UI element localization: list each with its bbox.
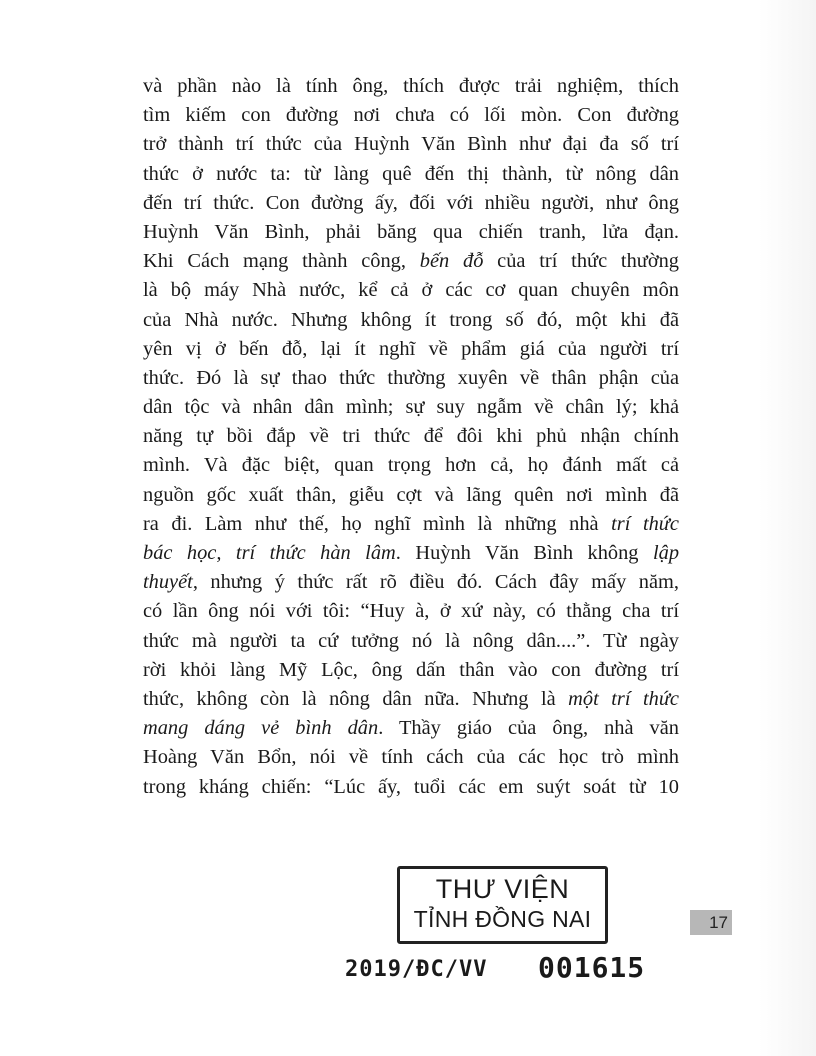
text-segment: . Huỳnh Văn Bình không <box>395 542 653 564</box>
text-line <box>143 364 679 393</box>
text-line <box>143 597 679 626</box>
text-segment: Khi Cách mạng thành công, <box>143 250 420 273</box>
body-text <box>143 72 679 802</box>
text-segment: thức. Đó là sự thao thức thường xuyên về thân phận của <box>143 366 679 389</box>
text-segment: có lần ông nói với tôi: “Huy à, ở xứ này, có thằng cha trí <box>143 600 679 623</box>
text-line <box>143 685 679 714</box>
italic-text: một trí thức <box>568 687 679 710</box>
text-line <box>143 773 679 802</box>
italic-text: trí thức <box>611 512 679 535</box>
text-segment: yên vị ở bến đỗ, lại ít nghĩ về phẩm giá của người trí <box>143 337 679 360</box>
text-line <box>143 568 679 597</box>
text-segment: dân tộc và nhân dân mình; sự suy ngẫm về chân lý; khả <box>143 396 679 419</box>
text-line <box>143 627 679 656</box>
text-segment: thức, không còn là nông dân nữa. Nhưng là <box>143 687 569 710</box>
text-line <box>143 247 679 276</box>
text-line <box>143 656 679 685</box>
text-line <box>143 218 679 247</box>
italic-text: mang dáng vẻ bình dân <box>143 717 379 740</box>
text-segment: của Nhà nước. Nhưng không ít trong số đó, một khi đã <box>143 308 679 331</box>
call-number: 2019/ĐC/VV <box>345 957 488 982</box>
text-segment: và phần nào là tính ông, thích được trải nghiệm, thích <box>143 75 679 97</box>
text-segment: tìm kiếm con đường nơi chưa có lối mòn. Con đường <box>143 104 679 127</box>
text-segment: Huỳnh Văn Bình, phải băng qua chiến tranh, lửa đạn. <box>143 220 679 243</box>
text-segment: là bộ máy Nhà nước, kể cả ở các cơ quan chuyên môn <box>143 279 679 302</box>
text-line <box>143 422 679 451</box>
text-segment: ra đi. Làm như thế, họ nghĩ mình là những nhà <box>143 512 612 535</box>
text-line <box>143 510 679 539</box>
stamp-province-label: TỈNH ĐỒNG NAI <box>413 906 592 932</box>
text-segment: của trí thức thường <box>483 250 680 273</box>
text-line <box>143 72 679 101</box>
text-segment: thức ở nước ta: từ làng quê đến thị thành, từ nông dân <box>143 162 679 185</box>
text-segment: mình. Và đặc biệt, quan trọng hơn cả, họ đánh mất cả <box>143 454 679 477</box>
text-segment: thức mà người ta cứ tưởng nó là nông dân....”. Từ ngày <box>143 629 679 652</box>
italic-text: bến đỗ <box>419 250 484 273</box>
text-segment: trở thành trí thức của Huỳnh Văn Bình như đại đa số trí <box>143 133 679 156</box>
text-segment: Hoàng Văn Bổn, nói về tính cách của các học trò mình <box>143 746 679 769</box>
accession-number: 001615 <box>538 951 646 984</box>
italic-text: lập <box>652 542 680 564</box>
text-segment: rời khỏi làng Mỹ Lộc, ông dấn thân vào con đường trí <box>143 658 679 681</box>
text-line <box>143 335 679 364</box>
text-segment: . Thầy giáo của ông, nhà văn <box>378 717 680 740</box>
text-segment: nguồn gốc xuất thân, giễu cợt và lãng quên nơi mình đã <box>143 483 679 506</box>
page-number: 17 <box>709 913 728 932</box>
text-line <box>143 130 679 159</box>
text-segment: , nhưng ý thức rất rõ điều đó. Cách đây mấy năm, <box>192 571 679 594</box>
text-line <box>143 451 679 480</box>
text-line <box>143 189 679 218</box>
text-segment: năng tự bồi đắp về tri thức để đôi khi phủ nhận chính <box>143 425 679 448</box>
stamp-library-label: THƯ VIỆN <box>435 874 570 904</box>
text-line <box>143 539 679 568</box>
library-stamp <box>397 866 608 944</box>
text-line <box>143 393 679 422</box>
text-line <box>143 714 679 743</box>
text-line <box>143 160 679 189</box>
text-segment: trong kháng chiến: “Lúc ấy, tuổi các em suýt soát từ 10 <box>143 775 679 798</box>
italic-text: bác học, trí thức hàn lâm <box>143 542 396 564</box>
text-line <box>143 276 679 305</box>
text-line <box>143 306 679 335</box>
text-line <box>143 743 679 772</box>
page-number-tab <box>690 910 732 935</box>
text-segment: đến trí thức. Con đường ấy, đối với nhiều người, như ông <box>143 191 679 214</box>
text-line <box>143 101 679 130</box>
italic-text: thuyết <box>143 571 193 594</box>
text-line <box>143 481 679 510</box>
